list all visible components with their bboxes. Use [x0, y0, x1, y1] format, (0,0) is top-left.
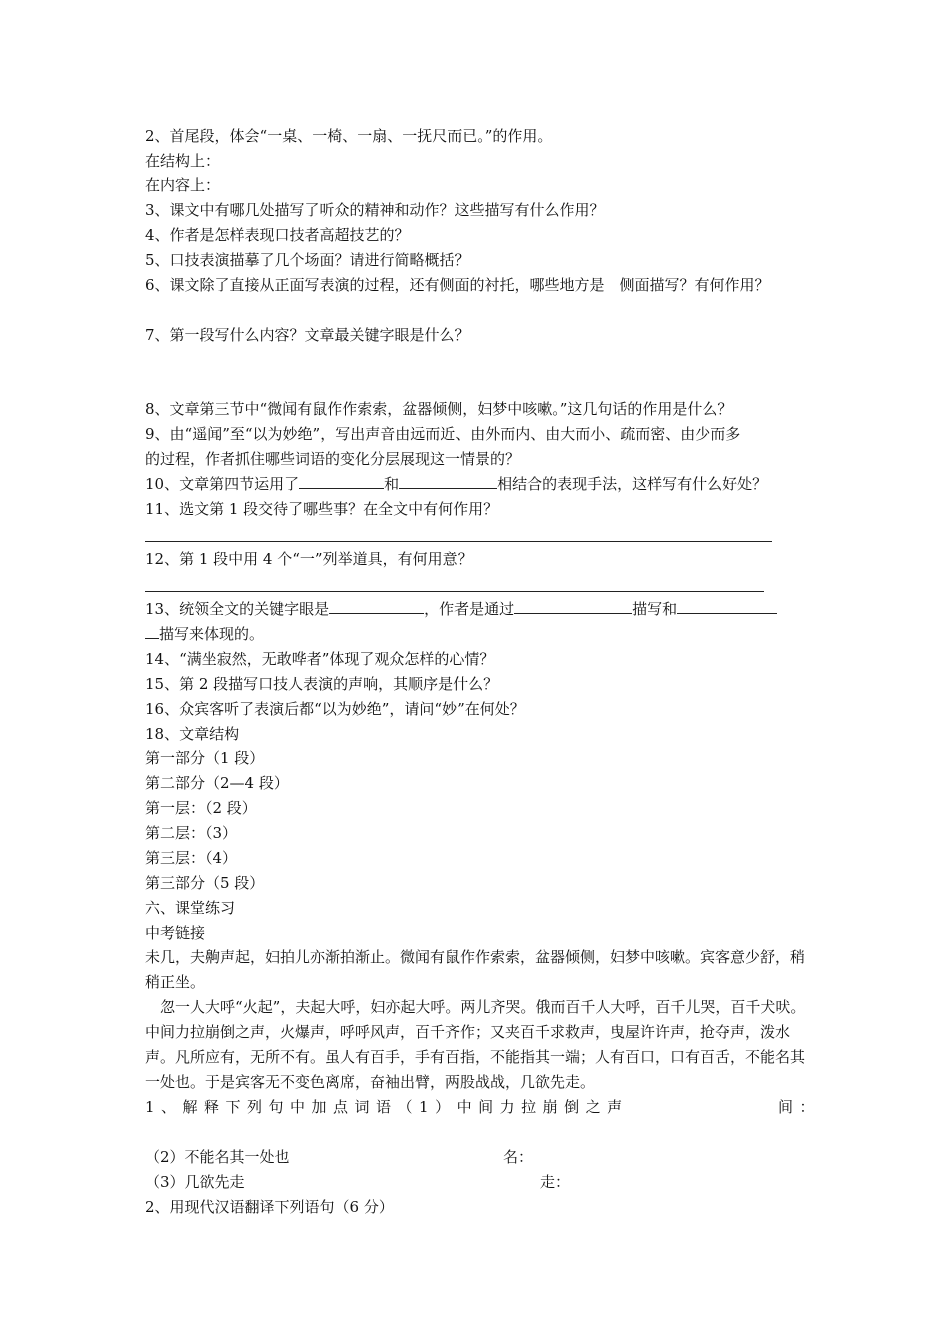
question-16: 16、众宾客听了表演后都“以为妙绝”，请问“妙”在何处？ — [145, 700, 525, 718]
q13-text-a: 13、统领全文的关键字眼是 — [145, 600, 330, 618]
exercise-1: 1、解释下列句中加点词语（1）中间力拉崩倒之声 — [145, 1098, 629, 1116]
question-14: 14、“满坐寂然，无敢哗者”体现了观众怎样的心情？ — [145, 650, 495, 668]
q10-text-b: 和 — [384, 475, 400, 493]
q13-text-c: 描写和 — [632, 600, 678, 618]
question-13-line-2 — [145, 622, 264, 646]
question-5: 5、口技表演描摹了几个场面？请进行简略概括？ — [145, 251, 470, 269]
q13-text-d: 描写来体现的。 — [159, 625, 265, 643]
question-4: 4、作者是怎样表现口技者高超技艺的？ — [145, 226, 410, 244]
q13-blank-3-cont[interactable] — [145, 624, 159, 639]
question-9-line-2: 的过程，作者抓住哪些词语的变化分层展现这一情景的？ — [145, 450, 521, 468]
q13-blank-2[interactable] — [514, 599, 632, 614]
q11-answer-line[interactable] — [145, 541, 772, 542]
section-6-heading: 六、课堂练习 — [145, 899, 236, 917]
q13-text-b: ，作者是通过 — [424, 600, 515, 618]
structure-part-2: 第二部分（2—4 段） — [145, 774, 289, 792]
q10-blank-2[interactable] — [399, 474, 497, 489]
structure-layer-3: 第三层：（4） — [145, 849, 238, 867]
question-6: 6、课文除了直接从正面写表演的过程，还有侧面的衬托，哪些地方是 侧面描写？有何作用？ — [145, 276, 770, 294]
q2-structure-label: 在结构上： — [145, 152, 221, 170]
question-8: 8、文章第三节中“微闻有鼠作作索索，盆器倾侧，妇梦中咳嗽。”这几句话的作用是什么？ — [145, 400, 733, 418]
q10-text-a: 10、文章第四节运用了 — [145, 475, 300, 493]
q13-blank-3[interactable] — [677, 599, 777, 614]
question-15: 15、第 2 段描写口技人表演的声响，其顺序是什么？ — [145, 675, 499, 693]
q10-text-c: 相结合的表现手法，这样写有什么好处？ — [497, 475, 768, 493]
q13-blank-1[interactable] — [329, 599, 424, 614]
passage-paragraph-1: 未几，夫齁声起，妇拍儿亦渐拍渐止。微闻有鼠作作索索，盆器倾侧，妇梦中咳嗽。宾客意少舒，稍稍正坐。 — [145, 948, 806, 991]
question-10 — [145, 472, 767, 496]
question-18: 18、文章结构 — [145, 725, 240, 743]
exercise-1-item-2-word: 名： — [503, 1148, 534, 1166]
exercise-1-item-3-word: 走： — [540, 1173, 571, 1191]
question-3: 3、课文中有哪几处描写了听众的精神和动作？这些描写有什么作用？ — [145, 201, 605, 219]
q10-blank-1[interactable] — [299, 474, 384, 489]
question-11: 11、选文第 1 段交待了哪些事？在全文中有何作用？ — [145, 500, 499, 518]
structure-part-1: 第一部分（1 段） — [145, 749, 265, 767]
exam-link-heading: 中考链接 — [145, 924, 206, 942]
passage-paragraph-2: 忽一人大呼“火起”，夫起大呼，妇亦起大呼。两儿齐哭。俄而百千人大呼，百千儿哭，百千犬吠。中间力拉崩倒之声，火爆声，呼呼风声，百千齐作；又夹百千求救声，曳屋许许声，抢夺声，泼水声。凡所应有，无所不有。虽人有百手，手有百指，不能指其一端；人有百口，口有百舌，不能名其一处也。于是宾客无不变色离席，奋袖出臂，两股战战，几欲先走。 — [145, 998, 806, 1091]
question-7: 7、第一段写什么内容？文章最关键字眼是什么？ — [145, 326, 470, 344]
structure-layer-2: 第二层：（3） — [145, 824, 238, 842]
exercise-1-item-2: （2）不能名其一处也 — [145, 1148, 290, 1166]
q12-answer-line[interactable] — [145, 591, 764, 592]
question-13-line-1 — [145, 597, 777, 621]
exercise-1-word-jian: 间： — [778, 1098, 822, 1116]
q2-content-label: 在内容上： — [145, 176, 221, 194]
question-2: 2、首尾段，体会“一桌、一椅、一扇、一抚尺而已。”的作用。 — [145, 127, 553, 145]
question-12: 12、第 1 段中用 4 个“一”列举道具，有何用意？ — [145, 550, 473, 568]
exercise-1-item-3: （3）几欲先走 — [145, 1173, 245, 1191]
question-9-line-1: 9、由“遥闻”至“以为妙绝”，写出声音由远而近、由外而内、由大而小、疏而密、由少而多 — [145, 425, 741, 443]
structure-part-3: 第三部分（5 段） — [145, 874, 265, 892]
exercise-2: 2、用现代汉语翻译下列语句（6 分） — [145, 1198, 394, 1216]
structure-layer-1: 第一层：（2 段） — [145, 799, 257, 817]
